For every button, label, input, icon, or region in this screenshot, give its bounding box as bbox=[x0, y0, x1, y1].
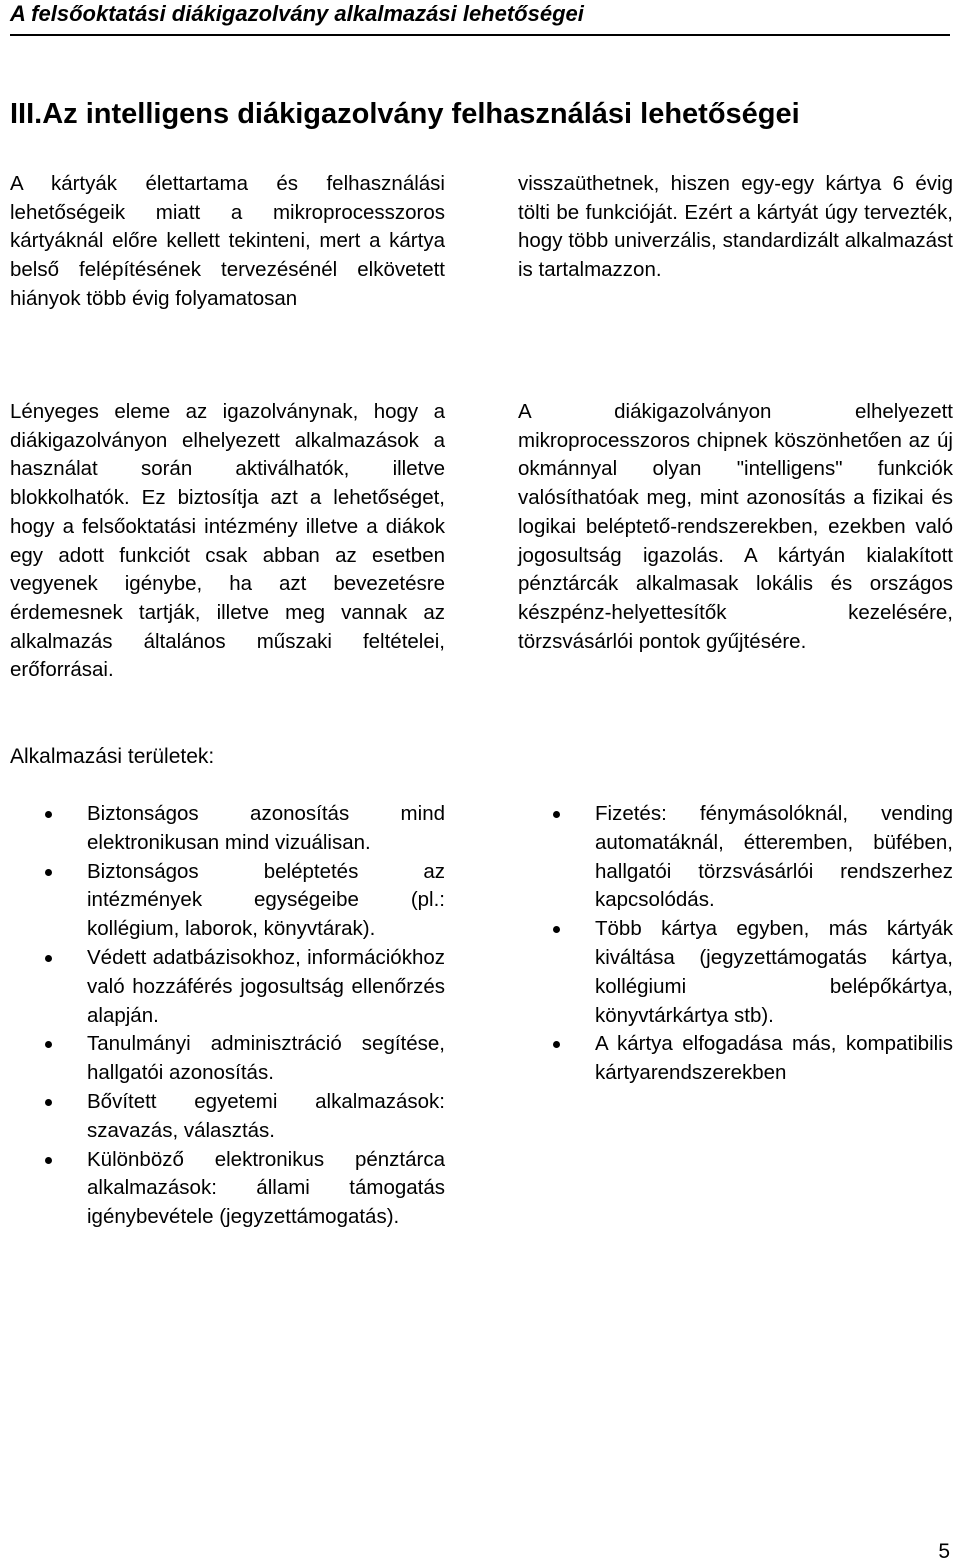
paragraph-chip-functions: A diákigazolványon elhelyezett mikroprocesszoros chipnek köszönhetően az új okmánnyal olyan "intelligens" funkciók valósíthatóak meg, mint azonosítás a fizikai és logikai beléptető-rendszerekben, ezekben való jogosultság igazolás. A kártyán kialakított pénztárcák alkalmasak lokális és országos készpénz-helyettesítők kezelésére, törzsvásárlói pontok gyűjtésére. bbox=[518, 400, 953, 653]
list-item bbox=[45, 944, 445, 1030]
application-list-right bbox=[553, 800, 953, 1088]
section-heading: Alkalmazási területek: bbox=[10, 745, 215, 768]
list-item-text: Biztonságos azonosítás mind elektronikusan mind vizuálisan. bbox=[87, 802, 445, 854]
paragraph-lifetime-right: visszaüthetnek, hiszen egy-egy kártya 6 évig tölti be funkcióját. Ezért a kártyát úgy tervezték, hogy több univerzális, standardizált alkalmazást is tartalmazzon. bbox=[518, 172, 953, 282]
list-item bbox=[553, 915, 953, 1030]
list-item bbox=[553, 1030, 953, 1088]
list-item-text: Biztonságos beléptetés az intézmények egységeibe (pl.: kollégium, laborok, könyvtárak). bbox=[87, 859, 445, 941]
page-number: 5 bbox=[938, 1540, 950, 1563]
list-item-text: Különböző elektronikus pénztárca alkalmazások: állami támogatás igénybevétele (jegyzettámogatás). bbox=[87, 1147, 445, 1229]
running-header: A felsőoktatási diákigazolvány alkalmazási lehetőségei bbox=[10, 0, 950, 36]
bullet-icon bbox=[45, 1099, 52, 1106]
bullet-icon bbox=[553, 926, 560, 933]
list-item-text: Védett adatbázisokhoz, információkhoz való hozzáférés jogosultság ellenőrzés alapján. bbox=[87, 945, 445, 1027]
bullet-icon bbox=[45, 1157, 52, 1164]
page-title: III.Az intelligens diákigazolvány felhasználási lehetőségei bbox=[10, 98, 800, 130]
list-item bbox=[553, 800, 953, 915]
application-list-left bbox=[45, 800, 445, 1232]
list-item-text: Tanulmányi adminisztráció segítése, hallgatói azonosítás. bbox=[87, 1032, 445, 1085]
list-item bbox=[45, 800, 445, 858]
bullet-icon bbox=[45, 869, 52, 876]
list-item bbox=[45, 858, 445, 944]
bullet-icon bbox=[45, 955, 52, 962]
bullet-icon bbox=[45, 811, 52, 818]
list-item-text: A kártya elfogadása más, kompatibilis kártyarendszerekben bbox=[595, 1032, 953, 1085]
list-item bbox=[45, 1088, 445, 1146]
bullet-icon bbox=[553, 1041, 560, 1048]
list-item-text: Bővített egyetemi alkalmazások: szavazás, választás. bbox=[87, 1089, 445, 1142]
bullet-icon bbox=[45, 1041, 52, 1048]
paragraph-activation: Lényeges eleme az igazolványnak, hogy a diákigazolványon elhelyezett alkalmazások a használat során aktiválhatók, illetve blokkolhatók. Ez biztosítja azt a lehetőséget, hogy a felsőoktatási intézmény illetve a diákok egy adott funkciót csak abban az esetben vegyenek igénybe, ha azt bevezetésre érdemesnek tartják, illetve meg vannak az alkalmazás általános műszaki feltételei, erőforrásai. bbox=[10, 400, 445, 682]
list-item bbox=[45, 1146, 445, 1232]
list-item-text: Fizetés: fénymásolóknál, vending automatáknál, étteremben, büfében, hallgatói törzsvásárlói rendszerhez kapcsolódás. bbox=[595, 802, 953, 912]
bullet-icon bbox=[553, 811, 560, 818]
paragraph-lifetime-left: A kártyák élettartama és felhasználási lehetőségeik miatt a mikroprocesszoros kártyáknál előre kellett tekinteni, mert a kártya belső felépítésének tervezésénél elkövetett hiányok több évig folyamatosan bbox=[10, 172, 445, 310]
list-item bbox=[45, 1030, 445, 1088]
list-item-text: Több kártya egyben, más kártyák kiváltása (jegyzettámogatás kártya, kollégiumi belépőkártya, könyvtárkártya stb). bbox=[595, 917, 953, 1027]
